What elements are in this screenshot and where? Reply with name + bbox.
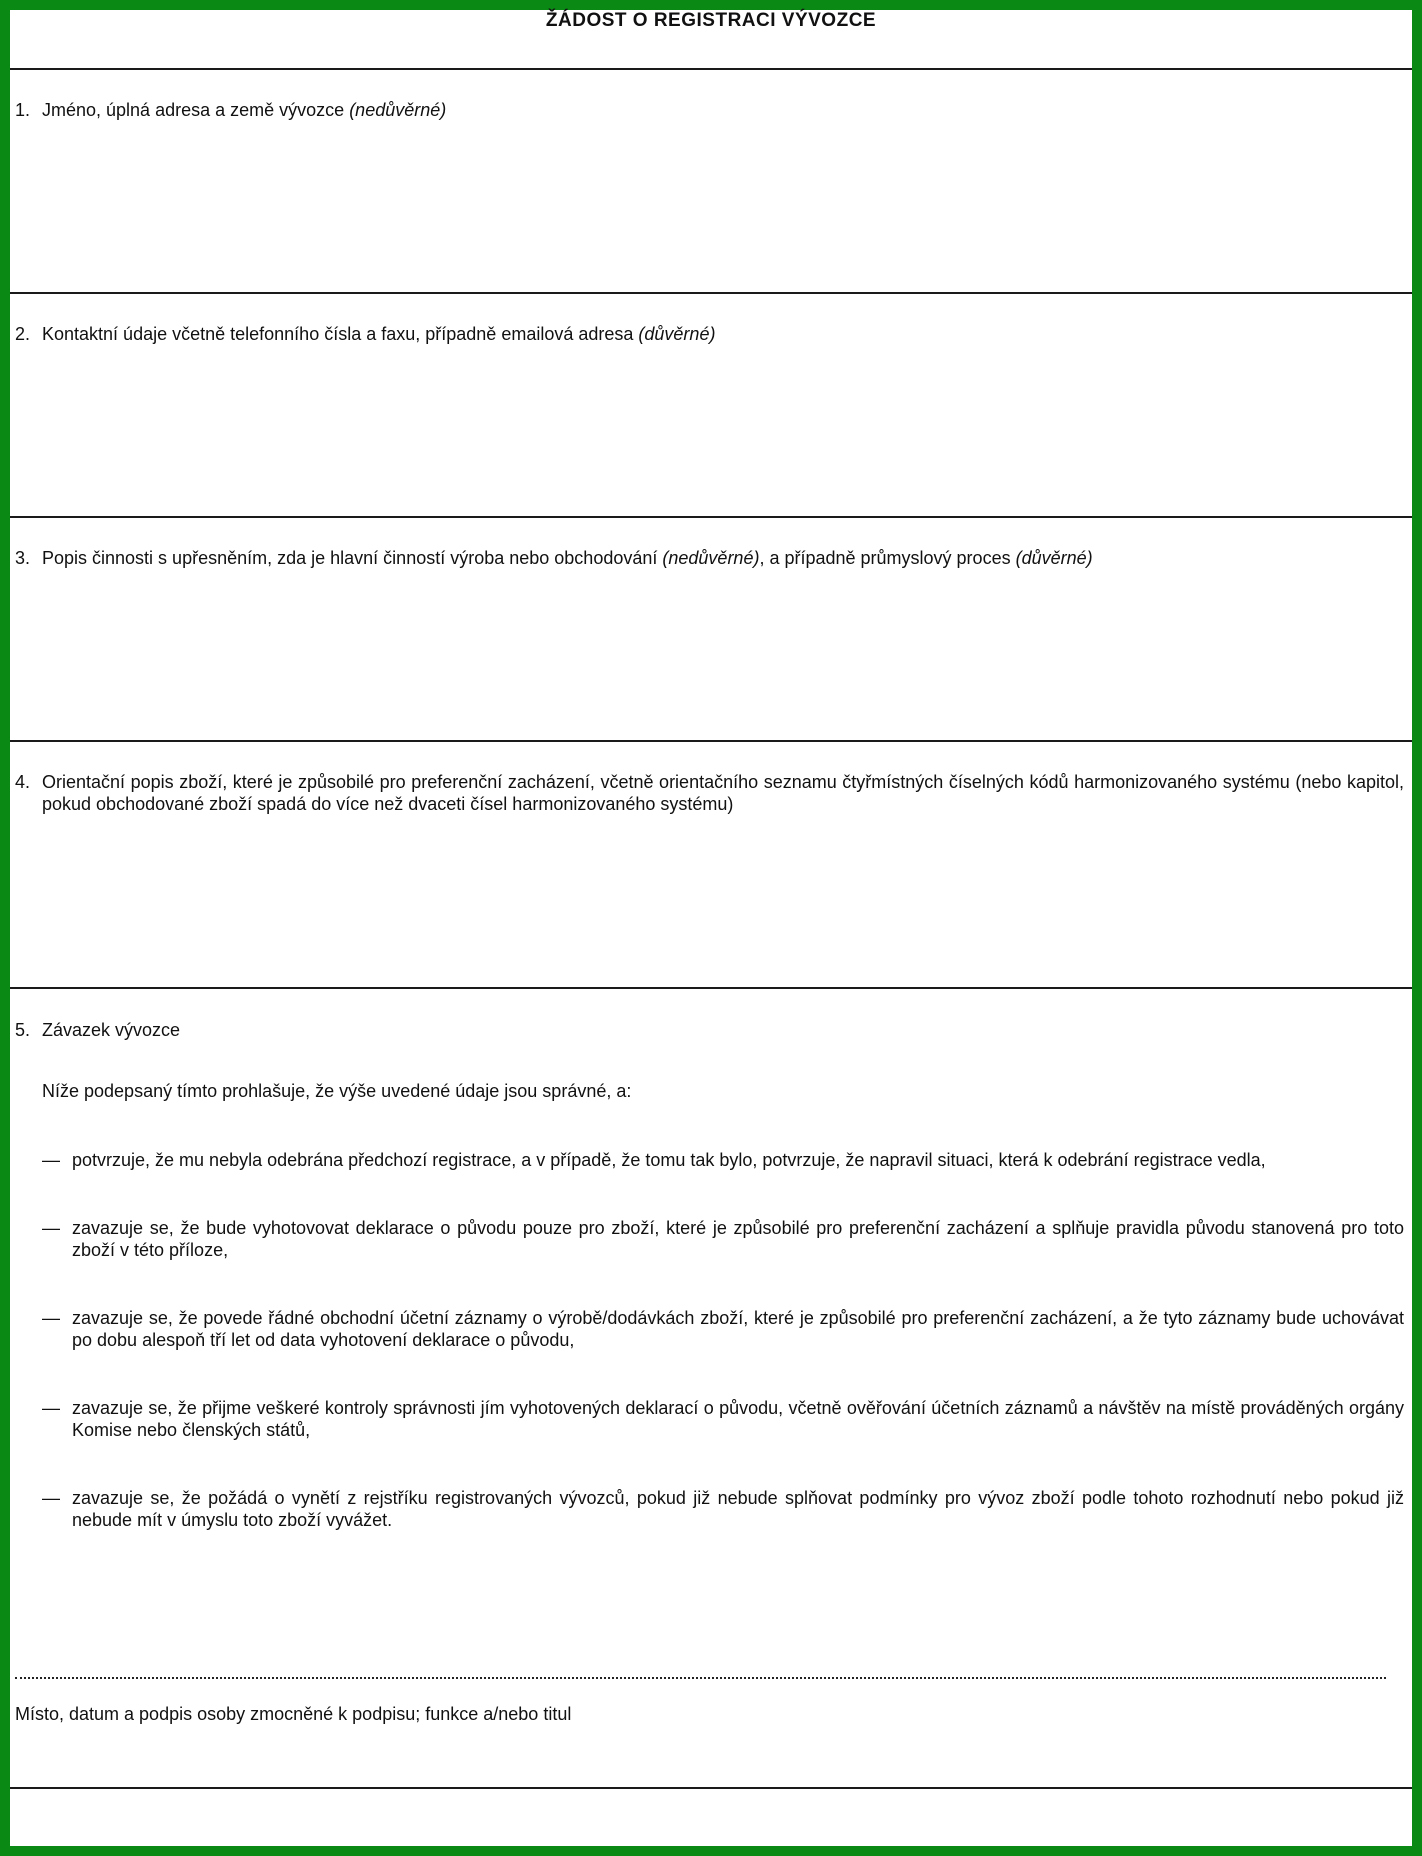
field-number: 5. (15, 1020, 31, 1040)
confidentiality-note: (důvěrné) (1015, 548, 1093, 568)
field-contact-details (10, 294, 1412, 518)
field-text (15, 323, 1404, 345)
form-title: ŽÁDOST O REGISTRACI VÝVOZCE (545, 10, 877, 31)
commitment-item (10, 1307, 1404, 1351)
commitment-text: zavazuje se, že povede řádné obchodní účetní záznamy o výrobě/dodávkách zboží, které je způsobilé pro preferenční zacházení, a že tyto záznamy bude uchovávat po dobu alespoň tří let od data vyhotovení deklarace o původu, (72, 1308, 1404, 1350)
signature-label: Místo, datum a podpis osoby zmocněné k podpisu; funkce a/nebo titul (15, 1704, 572, 1724)
field-text (15, 547, 1404, 569)
commitment-intro: Níže podepsaný tímto prohlašuje, že výše uvedené údaje jsou správné, a: (42, 1081, 632, 1101)
signature-dotted-line (15, 1677, 1386, 1679)
commitment-item (10, 1149, 1404, 1171)
commitment-list (10, 1149, 1404, 1577)
field-number: 1. (15, 100, 31, 120)
confidentiality-note: (důvěrné) (638, 324, 716, 344)
field-description: Popis činnosti s upřesněním, zda je hlavní činností výroba nebo obchodování (42, 548, 658, 568)
field-label (15, 323, 1404, 345)
form-title-row (10, 10, 1412, 70)
commitment-item (10, 1217, 1404, 1261)
commitment-text: zavazuje se, že požádá o vynětí z rejstříku registrovaných vývozců, pokud již nebude splňovat podmínky pro vývoz zboží podle tohoto rozhodnutí nebo pokud již nebude mít v úmyslu toto zboží vyvážet. (72, 1488, 1404, 1530)
field-exporter-commitment (10, 989, 1412, 1789)
field-goods-description (10, 742, 1412, 989)
dash-bullet: — (42, 1488, 60, 1508)
field-label (15, 99, 1404, 121)
field-label (15, 547, 1404, 569)
field-label (15, 1019, 1404, 1041)
field-text (15, 99, 1404, 121)
field-number: 3. (15, 548, 31, 568)
field-activity-description (10, 518, 1412, 742)
exporter-registration-form (10, 10, 1412, 1846)
commitment-text: potvrzuje, že mu nebyla odebrána předchozí registrace, a v případě, že tomu tak bylo, potvrzuje, že napravil situaci, která k odebrání registrace vedla, (72, 1150, 1266, 1170)
field-description: Orientační popis zboží, které je způsobilé pro preferenční zacházení, včetně orientačního seznamu čtyřmístných číselných kódů harmonizovaného systému (nebo kapitol, pokud obchodované zboží spadá do více než dvaceti čísel harmonizovaného systému) (42, 772, 1404, 814)
commitment-text: zavazuje se, že přijme veškeré kontroly správnosti jím vyhotovených deklarací o původu, včetně ověřování účetních záznamů a návštěv na místě prováděných orgány Komise nebo členských států, (72, 1398, 1404, 1440)
commitment-text: zavazuje se, že bude vyhotovovat deklarace o původu pouze pro zboží, které je způsobilé pro preferenční zacházení a splňuje pravidla původu stanovená pro toto zboží v této příloze, (72, 1218, 1404, 1260)
field-number: 2. (15, 324, 31, 344)
field-description: Jméno, úplná adresa a země vývozce (42, 100, 345, 120)
confidentiality-note: (nedůvěrné) (349, 100, 447, 120)
field-number: 4. (15, 772, 31, 792)
dash-bullet: — (42, 1308, 60, 1328)
field-description-continued: , a případně průmyslový proces (759, 548, 1011, 568)
dash-bullet: — (42, 1398, 60, 1418)
field-description: Závazek vývozce (42, 1020, 181, 1040)
commitment-item (10, 1487, 1404, 1531)
dash-bullet: — (42, 1218, 60, 1238)
confidentiality-note: (nedůvěrné) (662, 548, 760, 568)
dash-bullet: — (42, 1150, 60, 1170)
field-label (15, 771, 1404, 815)
field-exporter-name-address (10, 70, 1412, 294)
commitment-item (10, 1397, 1404, 1441)
field-description: Kontaktní údaje včetně telefonního čísla a faxu, případně emailová adresa (42, 324, 634, 344)
